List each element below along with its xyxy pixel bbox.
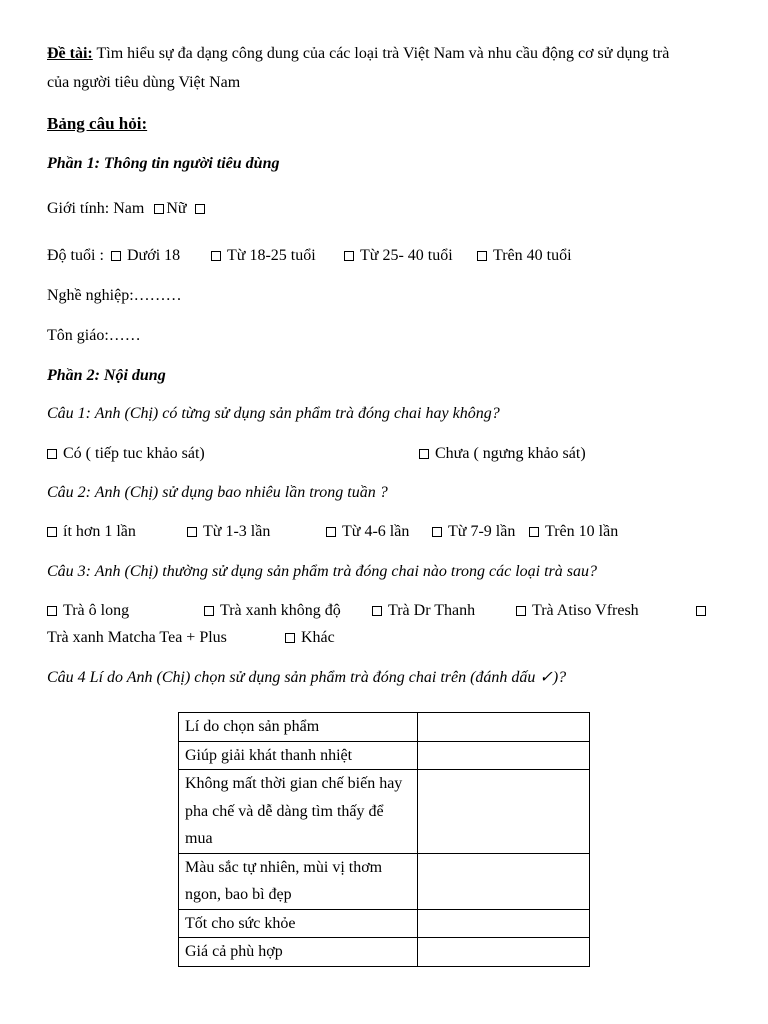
question-4: Câu 4 Lí do Anh (Chị) chọn sử dụng sản phẩm trà đóng chai trên (đánh dấu ✓)? [47, 669, 567, 686]
q2-option-label: ít hơn 1 lần [63, 523, 136, 540]
reason-cell [179, 853, 418, 909]
reason-text: Không mất thời gian chế biến hay [185, 775, 403, 792]
q3-option-label-wrapped: Trà xanh Matcha Tea + Plus [47, 629, 227, 646]
topic-text: Tìm hiểu sự đa dạng công dung của các loại trà Việt Nam và nhu cầu động cơ sử dụng trà [96, 45, 670, 62]
q2-checkbox[interactable] [326, 527, 336, 537]
q3-option [516, 601, 639, 621]
age-option [211, 246, 316, 266]
gender-label: Giới tính: [47, 200, 110, 217]
reasons-table [178, 712, 590, 967]
age-checkbox[interactable] [344, 251, 354, 261]
religion-field[interactable]: Tôn giáo:…… [47, 327, 141, 344]
q3-checkbox[interactable] [516, 606, 526, 616]
reason-text: pha chế và dễ dàng tìm thấy để [185, 802, 384, 820]
table-row [179, 853, 590, 909]
q3-option [47, 601, 129, 621]
q2-checkbox[interactable] [47, 527, 57, 537]
q1-option-label: Chưa ( ngưng khảo sát) [435, 445, 586, 462]
q1-option [47, 444, 205, 464]
reason-text: Tốt cho sức khỏe [185, 914, 296, 932]
q2-checkbox[interactable] [529, 527, 539, 537]
mark-cell[interactable] [418, 938, 590, 967]
gender-row [47, 199, 211, 219]
q2-option [326, 522, 409, 542]
male-checkbox[interactable] [154, 204, 164, 214]
mark-cell[interactable] [418, 770, 590, 854]
q3-checkbox[interactable] [696, 606, 706, 616]
q3-option [696, 601, 712, 621]
q2-option [47, 522, 136, 542]
reason-cell [179, 741, 418, 770]
age-option [111, 246, 180, 266]
q3-option-label: Trà xanh không độ [220, 602, 341, 619]
q1-option [419, 444, 586, 464]
q2-option [187, 522, 270, 542]
question-2: Câu 2: Anh (Chị) sử dụng bao nhiêu lần trong tuần ? [47, 484, 388, 501]
q2-option-label: Từ 7-9 lần [448, 523, 516, 540]
topic-line-1 [47, 44, 669, 64]
reason-text: Giúp giải khát thanh nhiệt [185, 746, 353, 764]
mark-cell[interactable] [418, 741, 590, 770]
job-field[interactable]: Nghề nghiệp:……… [47, 287, 182, 304]
question-3: Câu 3: Anh (Chị) thường sử dụng sản phẩm trà đóng chai nào trong các loại trà sau? [47, 563, 597, 580]
gender-option-male: Nam [113, 200, 145, 217]
part2-title: Phần 2: Nội dung [47, 367, 166, 384]
question-1: Câu 1: Anh (Chị) có từng sử dụng sản phẩm trà đóng chai hay không? [47, 405, 500, 422]
q3-checkbox[interactable] [204, 606, 214, 616]
age-label: Độ tuổi : [47, 247, 104, 264]
table-row [179, 770, 590, 854]
q2-option [529, 522, 618, 542]
q2-option-label: Trên 10 lần [545, 523, 619, 540]
q2-option-label: Từ 1-3 lần [203, 523, 271, 540]
q3-option [204, 601, 341, 621]
age-option [477, 246, 572, 266]
reason-text: mua [185, 830, 213, 847]
q3-checkbox[interactable] [47, 606, 57, 616]
q3-option-label: Khác [301, 629, 335, 646]
reason-text: Màu sắc tự nhiên, mùi vị thơm [185, 858, 383, 876]
q3-option-label: Trà Dr Thanh [388, 602, 476, 619]
mark-cell [418, 713, 590, 742]
questionnaire-title: Bảng câu hỏi: [47, 114, 148, 133]
q3-checkbox[interactable] [285, 633, 295, 643]
reason-text: Lí do chọn sản phẩm [185, 718, 320, 735]
mark-cell[interactable] [418, 853, 590, 909]
q3-option-label: Trà ô long [63, 602, 130, 619]
age-checkbox[interactable] [211, 251, 221, 261]
topic-label: Đề tài: [47, 45, 93, 62]
reason-cell [179, 938, 418, 967]
q1-checkbox[interactable] [47, 449, 57, 459]
table-row [179, 741, 590, 770]
reason-text: ngon, bao bì đẹp [185, 886, 292, 903]
q2-option [432, 522, 515, 542]
q3-option [285, 628, 335, 648]
age-option-label: Từ 18-25 tuổi [227, 247, 316, 264]
table-row [179, 909, 590, 938]
q3-option-label: Trà Atiso Vfresh [532, 602, 639, 619]
age-option-label: Dưới 18 [127, 247, 181, 264]
age-option [344, 246, 453, 266]
reason-cell [179, 909, 418, 938]
reason-text: Giá cả phù hợp [185, 943, 283, 960]
q1-checkbox[interactable] [419, 449, 429, 459]
topic-line-2: của người tiêu dùng Việt Nam [47, 74, 241, 91]
age-option-label: Trên 40 tuổi [493, 247, 572, 264]
mark-cell[interactable] [418, 909, 590, 938]
reason-cell [179, 770, 418, 854]
q1-option-label: Có ( tiếp tuc khảo sát) [63, 445, 205, 462]
q2-option-label: Từ 4-6 lần [342, 523, 410, 540]
age-option-label: Từ 25- 40 tuổi [360, 247, 453, 264]
gender-option-female: Nữ [166, 200, 187, 217]
female-checkbox[interactable] [195, 204, 205, 214]
q3-option [372, 601, 475, 621]
q3-checkbox[interactable] [372, 606, 382, 616]
table-header-cell [179, 713, 418, 742]
age-checkbox[interactable] [477, 251, 487, 261]
q2-checkbox[interactable] [432, 527, 442, 537]
table-row [179, 938, 590, 967]
table-row [179, 713, 590, 742]
age-checkbox[interactable] [111, 251, 121, 261]
q2-checkbox[interactable] [187, 527, 197, 537]
part1-title: Phần 1: Thông tin người tiêu dùng [47, 155, 280, 172]
